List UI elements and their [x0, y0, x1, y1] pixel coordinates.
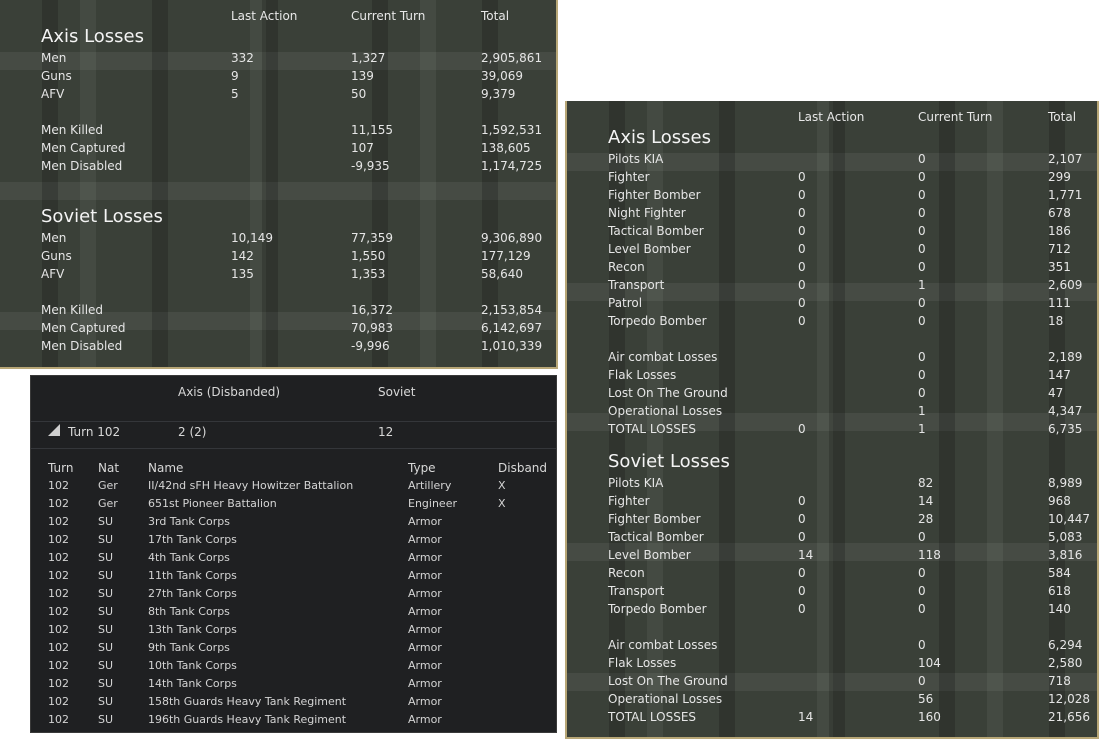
air-soviet-row	[567, 710, 1097, 728]
ground-soviet-total: 6,142,697	[481, 321, 543, 335]
disbanded-unit-row[interactable]	[31, 695, 556, 713]
col-type[interactable]: Type	[408, 461, 436, 475]
ground-axis-total: 138,605	[481, 141, 531, 155]
disbanded-unit-row[interactable]	[31, 587, 556, 605]
ground-axis-label: Men Disabled	[41, 159, 123, 173]
air-axis-last-action: 0	[798, 260, 806, 274]
disbanded-unit-row[interactable]	[31, 569, 556, 587]
ground-axis-label: Men Killed	[41, 123, 104, 137]
air-soviet-last-action: 0	[798, 602, 806, 616]
unit-name: 11th Tank Corps	[148, 569, 237, 582]
unit-type: Armor	[408, 605, 442, 618]
ground-soviet-label: Men	[41, 231, 67, 245]
ground-axis-last-action: 5	[231, 87, 239, 101]
unit-name: 17th Tank Corps	[148, 533, 237, 546]
ground-axis-label: Guns	[41, 69, 72, 83]
air-axis-total: 147	[1048, 368, 1071, 382]
unit-name: 196th Guards Heavy Tank Regiment	[148, 713, 347, 726]
air-axis-current-turn: 0	[918, 206, 926, 220]
unit-turn: 102	[48, 569, 69, 582]
unit-turn: 102	[48, 515, 69, 528]
ground-soviet-row	[0, 321, 556, 339]
header-current-turn: Current Turn	[918, 110, 993, 124]
air-soviet-current-turn: 14	[918, 494, 934, 508]
unit-disband: X	[498, 497, 506, 510]
unit-type: Armor	[408, 641, 442, 654]
air-axis-total: 678	[1048, 206, 1071, 220]
air-axis-row	[567, 260, 1097, 278]
unit-turn: 102	[48, 587, 69, 600]
air-axis-label: Air combat Losses	[608, 350, 718, 364]
air-axis-current-turn: 0	[918, 242, 926, 256]
ground-axis-current-turn: 107	[351, 141, 374, 155]
air-soviet-label: Pilots KIA	[608, 476, 664, 490]
air-soviet-last-action: 0	[798, 512, 806, 526]
air-axis-last-action: 0	[798, 422, 806, 436]
air-axis-last-action: 0	[798, 170, 806, 184]
ground-soviet-row	[0, 267, 556, 285]
air-soviet-current-turn: 104	[918, 656, 941, 670]
unit-type: Armor	[408, 515, 442, 528]
air-soviet-current-turn: 118	[918, 548, 941, 562]
air-axis-current-turn: 1	[918, 422, 926, 436]
unit-type: Armor	[408, 587, 442, 600]
unit-name: 14th Tank Corps	[148, 677, 237, 690]
air-axis-row	[567, 350, 1097, 368]
ground-soviet-row	[0, 339, 556, 357]
air-axis-last-action: 0	[798, 278, 806, 292]
air-soviet-current-turn: 82	[918, 476, 934, 490]
ground-axis-label: Men Captured	[41, 141, 126, 155]
ground-soviet-row	[0, 249, 556, 267]
air-soviet-label: TOTAL LOSSES	[608, 710, 697, 724]
air-axis-row	[567, 368, 1097, 386]
col-nat[interactable]: Nat	[98, 461, 120, 475]
unit-nat: Ger	[98, 497, 118, 510]
air-soviet-label: Air combat Losses	[608, 638, 718, 652]
air-soviet-row	[567, 692, 1097, 710]
header-total: Total	[481, 9, 510, 23]
air-axis-current-turn: 0	[918, 350, 926, 364]
disbanded-unit-row[interactable]	[31, 515, 556, 533]
ground-axis-last-action: 332	[231, 51, 254, 65]
unit-nat: SU	[98, 587, 114, 600]
air-axis-label: Pilots KIA	[608, 152, 664, 166]
air-soviet-total: 21,656	[1048, 710, 1090, 724]
air-axis-label: Fighter	[608, 170, 650, 184]
air-soviet-total: 10,447	[1048, 512, 1090, 526]
header-last-action: Last Action	[231, 9, 298, 23]
ground-soviet-label: Men Disabled	[41, 339, 123, 353]
air-soviet-current-turn: 56	[918, 692, 934, 706]
air-axis-current-turn: 0	[918, 368, 926, 382]
header-current-turn: Current Turn	[351, 9, 426, 23]
ground-soviet-total: 2,153,854	[481, 303, 543, 317]
air-soviet-total: 140	[1048, 602, 1071, 616]
air-soviet-last-action: 14	[798, 548, 814, 562]
ground-axis-row	[0, 51, 556, 69]
air-soviet-current-turn: 160	[918, 710, 941, 724]
ground-soviet-current-turn: 1,353	[351, 267, 386, 281]
air-soviet-total: 8,989	[1048, 476, 1083, 490]
unit-turn: 102	[48, 551, 69, 564]
ground-axis-row	[0, 69, 556, 87]
ground-soviet-label: Guns	[41, 249, 72, 263]
air-axis-row	[567, 242, 1097, 260]
air-axis-total: 712	[1048, 242, 1071, 256]
unit-nat: Ger	[98, 479, 118, 492]
air-axis-current-turn: 0	[918, 170, 926, 184]
unit-type: Armor	[408, 677, 442, 690]
disbanded-unit-row[interactable]	[31, 623, 556, 641]
unit-name: 9th Tank Corps	[148, 641, 230, 654]
ground-soviet-total: 9,306,890	[481, 231, 543, 245]
air-soviet-label: Tactical Bomber	[608, 530, 704, 544]
unit-type: Engineer	[408, 497, 457, 510]
unit-turn: 102	[48, 659, 69, 672]
unit-nat: SU	[98, 605, 114, 618]
air-axis-total: 299	[1048, 170, 1071, 184]
air-axis-current-turn: 0	[918, 152, 926, 166]
turn-label[interactable]: Turn 102	[68, 425, 121, 439]
unit-nat: SU	[98, 551, 114, 564]
air-soviet-row	[567, 512, 1097, 530]
air-axis-total: 111	[1048, 296, 1071, 310]
unit-turn: 102	[48, 623, 69, 636]
ground-soviet-total: 1,010,339	[481, 339, 543, 353]
unit-turn: 102	[48, 641, 69, 654]
air-axis-last-action: 0	[798, 242, 806, 256]
disbanded-unit-row[interactable]	[31, 497, 556, 515]
ground-axis-label: Men	[41, 51, 67, 65]
air-axis-last-action: 0	[798, 314, 806, 328]
ground-axis-row	[0, 159, 556, 177]
air-axis-current-turn: 0	[918, 314, 926, 328]
separator	[31, 448, 556, 449]
unit-turn: 102	[48, 695, 69, 708]
air-soviet-total: 2,580	[1048, 656, 1083, 670]
air-soviet-total: 618	[1048, 584, 1071, 598]
air-soviet-row	[567, 638, 1097, 656]
air-axis-total: 2,107	[1048, 152, 1083, 166]
ground-soviet-label: Men Killed	[41, 303, 104, 317]
air-axis-row	[567, 404, 1097, 422]
air-axis-last-action: 0	[798, 188, 806, 202]
air-soviet-current-turn: 0	[918, 584, 926, 598]
axis-losses-title: Axis Losses	[41, 26, 144, 47]
air-soviet-row	[567, 656, 1097, 674]
air-axis-label: Torpedo Bomber	[608, 314, 707, 328]
air-soviet-last-action: 14	[798, 710, 814, 724]
air-soviet-total: 6,294	[1048, 638, 1083, 652]
air-axis-total: 186	[1048, 224, 1071, 238]
unit-turn: 102	[48, 479, 69, 492]
header-soviet: Soviet	[378, 385, 416, 399]
disbanded-unit-row[interactable]	[31, 605, 556, 623]
air-soviet-total: 968	[1048, 494, 1071, 508]
unit-turn: 102	[48, 713, 69, 726]
ground-axis-row	[0, 87, 556, 105]
ground-axis-row	[0, 123, 556, 141]
ground-losses-panel	[0, 0, 558, 369]
air-axis-total: 18	[1048, 314, 1064, 328]
disbanded-unit-row[interactable]	[31, 479, 556, 497]
air-axis-current-turn: 0	[918, 386, 926, 400]
air-axis-last-action: 0	[798, 206, 806, 220]
air-axis-row	[567, 224, 1097, 242]
air-axis-row	[567, 314, 1097, 332]
air-soviet-last-action: 0	[798, 530, 806, 544]
air-axis-current-turn: 0	[918, 224, 926, 238]
ground-soviet-current-turn: 1,550	[351, 249, 386, 263]
ground-soviet-last-action: 135	[231, 267, 254, 281]
col-disband[interactable]: Disband	[498, 461, 548, 475]
air-soviet-last-action: 0	[798, 494, 806, 508]
ground-axis-current-turn: 139	[351, 69, 374, 83]
air-axis-row	[567, 206, 1097, 224]
air-axis-row	[567, 422, 1097, 440]
air-axis-row	[567, 386, 1097, 404]
ground-soviet-total: 177,129	[481, 249, 531, 263]
air-axis-total: 1,771	[1048, 188, 1083, 202]
unit-name: 27th Tank Corps	[148, 587, 237, 600]
ground-axis-total: 1,592,531	[481, 123, 543, 137]
ground-axis-label: AFV	[41, 87, 65, 101]
air-soviet-current-turn: 0	[918, 530, 926, 544]
unit-nat: SU	[98, 677, 114, 690]
unit-nat: SU	[98, 641, 114, 654]
air-axis-total: 4,347	[1048, 404, 1083, 418]
soviet-air-losses-title: Soviet Losses	[608, 451, 730, 472]
ground-axis-row	[0, 141, 556, 159]
air-soviet-current-turn: 0	[918, 602, 926, 616]
ground-soviet-last-action: 142	[231, 249, 254, 263]
air-axis-label: TOTAL LOSSES	[608, 422, 697, 436]
air-losses-panel	[565, 101, 1099, 739]
unit-type: Armor	[408, 533, 442, 546]
air-axis-row	[567, 152, 1097, 170]
air-soviet-current-turn: 0	[918, 566, 926, 580]
unit-name: 4th Tank Corps	[148, 551, 230, 564]
unit-nat: SU	[98, 533, 114, 546]
air-axis-label: Lost On The Ground	[608, 386, 728, 400]
unit-nat: SU	[98, 659, 114, 672]
ground-soviet-row	[0, 303, 556, 321]
ground-soviet-last-action: 10,149	[231, 231, 273, 245]
air-soviet-label: Torpedo Bomber	[608, 602, 707, 616]
ground-soviet-current-turn: 77,359	[351, 231, 393, 245]
air-soviet-row	[567, 602, 1097, 620]
unit-nat: SU	[98, 695, 114, 708]
air-soviet-row	[567, 674, 1097, 692]
air-soviet-row	[567, 476, 1097, 494]
air-axis-current-turn: 0	[918, 260, 926, 274]
unit-type: Armor	[408, 659, 442, 672]
air-soviet-row	[567, 548, 1097, 566]
air-axis-total: 6,735	[1048, 422, 1083, 436]
ground-axis-total: 2,905,861	[481, 51, 543, 65]
axis-air-losses-title: Axis Losses	[608, 127, 711, 148]
ground-axis-current-turn: -9,935	[351, 159, 390, 173]
ground-axis-current-turn: 50	[351, 87, 367, 101]
air-soviet-row	[567, 494, 1097, 512]
air-soviet-row	[567, 584, 1097, 602]
air-axis-label: Flak Losses	[608, 368, 677, 382]
unit-name: 158th Guards Heavy Tank Regiment	[148, 695, 347, 708]
air-axis-current-turn: 0	[918, 296, 926, 310]
air-soviet-last-action: 0	[798, 584, 806, 598]
air-axis-label: Tactical Bomber	[608, 224, 704, 238]
unit-name: 3rd Tank Corps	[148, 515, 230, 528]
separator	[31, 421, 556, 422]
disbanded-unit-row[interactable]	[31, 713, 556, 731]
ground-soviet-current-turn: 16,372	[351, 303, 393, 317]
air-soviet-label: Fighter	[608, 494, 650, 508]
unit-type: Artillery	[408, 479, 452, 492]
air-soviet-label: Recon	[608, 566, 645, 580]
air-soviet-total: 5,083	[1048, 530, 1083, 544]
air-soviet-current-turn: 0	[918, 638, 926, 652]
unit-nat: SU	[98, 515, 114, 528]
air-axis-row	[567, 278, 1097, 296]
air-axis-label: Recon	[608, 260, 645, 274]
unit-type: Armor	[408, 569, 442, 582]
col-turn[interactable]: Turn	[48, 461, 74, 475]
disbanded-units-panel	[30, 375, 557, 733]
unit-disband: X	[498, 479, 506, 492]
unit-type: Armor	[408, 695, 442, 708]
unit-nat: SU	[98, 713, 114, 726]
disbanded-unit-row[interactable]	[31, 533, 556, 551]
air-axis-label: Level Bomber	[608, 242, 691, 256]
disbanded-unit-row[interactable]	[31, 677, 556, 695]
unit-type: Armor	[408, 551, 442, 564]
air-soviet-current-turn: 0	[918, 674, 926, 688]
ground-soviet-total: 58,640	[481, 267, 523, 281]
col-name[interactable]: Name	[148, 461, 184, 475]
header-axis-disbanded: Axis (Disbanded)	[178, 385, 281, 399]
air-soviet-label: Fighter Bomber	[608, 512, 701, 526]
air-axis-label: Transport	[608, 278, 665, 292]
ground-soviet-label: Men Captured	[41, 321, 126, 335]
air-soviet-label: Level Bomber	[608, 548, 691, 562]
header-total: Total	[1048, 110, 1077, 124]
air-axis-total: 351	[1048, 260, 1071, 274]
unit-nat: SU	[98, 623, 114, 636]
ground-axis-total: 1,174,725	[481, 159, 543, 173]
ground-axis-total: 9,379	[481, 87, 516, 101]
air-axis-current-turn: 1	[918, 278, 926, 292]
disbanded-unit-row[interactable]	[31, 641, 556, 659]
air-axis-label: Night Fighter	[608, 206, 686, 220]
air-soviet-total: 3,816	[1048, 548, 1083, 562]
ground-axis-current-turn: 11,155	[351, 123, 393, 137]
unit-name: II/42nd sFH Heavy Howitzer Battalion	[148, 479, 354, 492]
air-soviet-row	[567, 530, 1097, 548]
air-axis-last-action: 0	[798, 296, 806, 310]
turn-axis-count: 2 (2)	[178, 425, 207, 439]
air-axis-total: 2,189	[1048, 350, 1083, 364]
ground-axis-total: 39,069	[481, 69, 523, 83]
unit-name: 651st Pioneer Battalion	[148, 497, 277, 510]
air-soviet-label: Flak Losses	[608, 656, 677, 670]
air-soviet-last-action: 0	[798, 566, 806, 580]
unit-turn: 102	[48, 497, 69, 510]
air-axis-last-action: 0	[798, 224, 806, 238]
air-axis-total: 2,609	[1048, 278, 1083, 292]
air-axis-label: Operational Losses	[608, 404, 723, 418]
air-soviet-total: 12,028	[1048, 692, 1090, 706]
air-axis-row	[567, 296, 1097, 314]
air-axis-row	[567, 170, 1097, 188]
disbanded-unit-row[interactable]	[31, 659, 556, 677]
air-axis-label: Fighter Bomber	[608, 188, 701, 202]
soviet-losses-title: Soviet Losses	[41, 206, 163, 227]
disbanded-unit-row[interactable]	[31, 551, 556, 569]
air-axis-total: 47	[1048, 386, 1064, 400]
air-soviet-current-turn: 28	[918, 512, 934, 526]
unit-name: 8th Tank Corps	[148, 605, 230, 618]
unit-turn: 102	[48, 533, 69, 546]
collapse-triangle-icon[interactable]	[48, 424, 60, 436]
air-soviet-label: Transport	[608, 584, 665, 598]
air-soviet-row	[567, 566, 1097, 584]
air-soviet-label: Operational Losses	[608, 692, 723, 706]
air-axis-row	[567, 188, 1097, 206]
unit-type: Armor	[408, 713, 442, 726]
ground-soviet-current-turn: 70,983	[351, 321, 393, 335]
ground-soviet-row	[0, 231, 556, 249]
ground-axis-current-turn: 1,327	[351, 51, 386, 65]
unit-type: Armor	[408, 623, 442, 636]
unit-turn: 102	[48, 605, 69, 618]
unit-turn: 102	[48, 677, 69, 690]
unit-name: 10th Tank Corps	[148, 659, 237, 672]
air-soviet-label: Lost On The Ground	[608, 674, 728, 688]
header-last-action: Last Action	[798, 110, 865, 124]
turn-soviet-count: 12	[378, 425, 394, 439]
ground-soviet-current-turn: -9,996	[351, 339, 390, 353]
unit-name: 13th Tank Corps	[148, 623, 237, 636]
air-soviet-total: 584	[1048, 566, 1071, 580]
air-axis-label: Patrol	[608, 296, 643, 310]
ground-axis-last-action: 9	[231, 69, 239, 83]
ground-soviet-label: AFV	[41, 267, 65, 281]
air-soviet-total: 718	[1048, 674, 1071, 688]
unit-nat: SU	[98, 569, 114, 582]
air-axis-current-turn: 1	[918, 404, 926, 418]
air-axis-current-turn: 0	[918, 188, 926, 202]
